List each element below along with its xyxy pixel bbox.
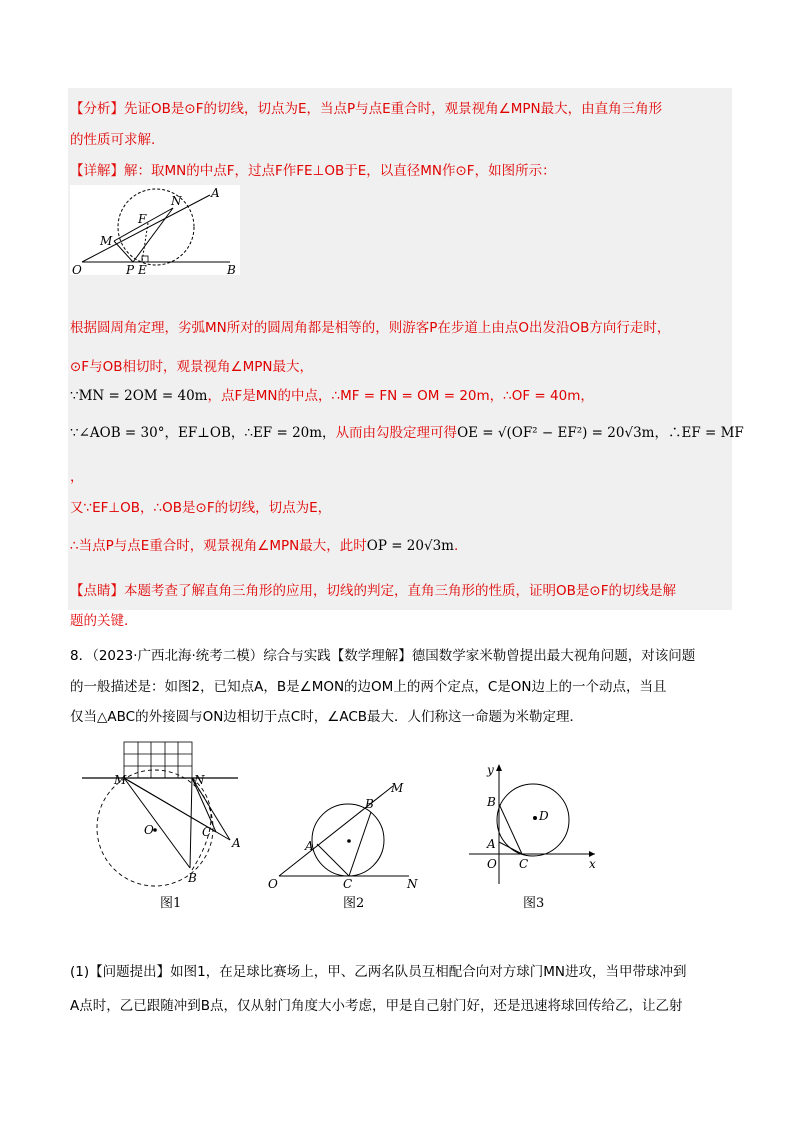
- label-e: E: [138, 263, 147, 275]
- figure-1: [80, 740, 250, 890]
- net-frame: [124, 742, 192, 778]
- detail-intro: 解：取MN的中点F，过点F作FE⊥OB于E，以直径MN作⊙F，如图所示：: [124, 163, 556, 179]
- fig1-label-m: M: [114, 773, 127, 787]
- problem8-line-3: 仅当△ABC的外接圆与ON边相切于点C时，∠ACB最大．人们称这一命题为米勒定理．: [70, 709, 584, 725]
- fig3-label-o: O: [487, 857, 497, 871]
- pythagoras-text: 从而由勾股定理可得: [335, 425, 458, 441]
- fig2-label-o: O: [268, 877, 278, 890]
- segment-bc: [499, 804, 522, 854]
- problem8-line-2: 的一般描述是：如图2，已知点A，B是∠MON的边OM上的两个定点，C是ON边上的一个动点，当且: [70, 679, 667, 695]
- top-figure: [70, 185, 240, 275]
- circle-d: [497, 784, 569, 856]
- eq-ef-mf: ，∴EF = MF: [654, 425, 744, 441]
- eq-mn: ∵MN = 2OM = 40m: [70, 388, 208, 404]
- analysis-line-1: [70, 99, 662, 119]
- label-f: F: [138, 212, 147, 226]
- segment-ac: [499, 842, 522, 854]
- solution-line-3-rest: ，点F是MN的中点，∴MF = FN = OM = 20m，∴OF = 40m，: [207, 388, 594, 404]
- fig2-label-m: M: [391, 781, 404, 795]
- y-axis-arrow: [496, 764, 502, 771]
- detail-line: [70, 161, 556, 181]
- fig3-label-b: B: [487, 795, 496, 809]
- fig3-label-y: y: [487, 763, 494, 777]
- segment-nb: [190, 778, 192, 868]
- label-a: A: [211, 186, 220, 200]
- solution-line-7-end: .: [453, 538, 459, 554]
- fig2-label-a: A: [305, 839, 314, 853]
- comment-tag: 【点睛】: [70, 583, 124, 599]
- analysis-line-2: 的性质可求解.: [70, 132, 156, 148]
- analysis-text-1: 先证OB是⊙F的切线，切点为E，当点P与点E重合时，观景视角∠MPN最大，由直角三角形: [124, 101, 663, 117]
- label-p: P: [126, 263, 135, 275]
- circle-o: [97, 770, 213, 886]
- solution-line-4: [70, 423, 744, 443]
- eq-ef: ∵∠AOB = 30°，EF⊥OB，∴EF = 20m，: [70, 425, 336, 441]
- fig2-label-b: B: [365, 797, 374, 811]
- fig2-label-c: C: [343, 877, 353, 890]
- detail-tag: 【详解】: [70, 163, 124, 179]
- fig1-label-o: O: [144, 823, 154, 837]
- fig2-label-n: N: [407, 877, 418, 890]
- fig1-caption: 图1: [160, 896, 182, 911]
- goal-net: [124, 742, 192, 778]
- segment-bc: [349, 812, 371, 876]
- solution-line-1: 根据圆周角定理，劣弧MN所对的圆周角都是相等的，则游客P在步道上由点O出发沿OB方向行走时，: [70, 320, 671, 336]
- fig3-label-x: x: [589, 857, 596, 871]
- fig3-label-c: C: [519, 857, 529, 871]
- circle-center: [347, 839, 351, 843]
- solution-line-6: 又∵EF⊥OB，∴OB是⊙F的切线，切点为E，: [70, 500, 332, 516]
- fig3-label-d: D: [539, 809, 549, 823]
- comment-line-2: 题的关键.: [70, 613, 129, 629]
- segment-ac: [317, 844, 349, 876]
- comment-text-1: 本题考查了解直角三角形的应用，切线的判定，直角三角形的性质，证明OB是⊙F的切线是解: [124, 583, 676, 599]
- fig1-label-c: C: [202, 825, 212, 839]
- problem8-line-1: 8．（2023·广西北海·统考二模）综合与实践【数学理解】德国数学家米勒曾提出最大视角问题，对该问题: [70, 648, 696, 664]
- point-d: [533, 816, 537, 820]
- eq-oe: OE = √(OF² − EF²) = 20√3m: [457, 425, 655, 441]
- solution-line-7: [70, 536, 458, 556]
- question1-line-2: A点时，乙已跟随冲到B点，仅从射门角度大小考虑，甲是自己射门好，还是迅速将球回传给乙，让乙射: [70, 998, 683, 1014]
- comment-line-1: [70, 581, 676, 601]
- fig2-caption: 图2: [343, 896, 365, 911]
- solution-line-3: [70, 386, 594, 406]
- label-m: M: [100, 234, 113, 248]
- solution-line-5: ，: [70, 469, 84, 485]
- eq-op: OP = 20√3m: [366, 538, 454, 554]
- label-b: B: [227, 263, 236, 275]
- solution-line-2: ⊙F与OB相切时，观景视角∠MPN最大，: [70, 359, 313, 375]
- fig3-label-a: A: [487, 837, 496, 851]
- label-n: N: [171, 194, 182, 208]
- question1-line-1: (1)【问题提出】如图1，在足球比赛场上，甲、乙两名队员互相配合向对方球门MN进攻，当甲带球冲到: [70, 964, 687, 980]
- fig3-caption: 图3: [523, 896, 545, 911]
- fig1-label-a: A: [232, 836, 241, 850]
- fig1-label-n: N: [194, 773, 205, 787]
- fig1-label-b: B: [188, 871, 197, 885]
- figure-3: [465, 760, 605, 890]
- solution-line-7-text: ∴当点P与点E重合时，观景视角∠MPN最大，此时: [70, 538, 367, 554]
- segment-mb: [124, 778, 190, 868]
- figure-2: [265, 778, 435, 890]
- analysis-tag: 【分析】: [70, 101, 124, 117]
- label-o: O: [72, 263, 82, 275]
